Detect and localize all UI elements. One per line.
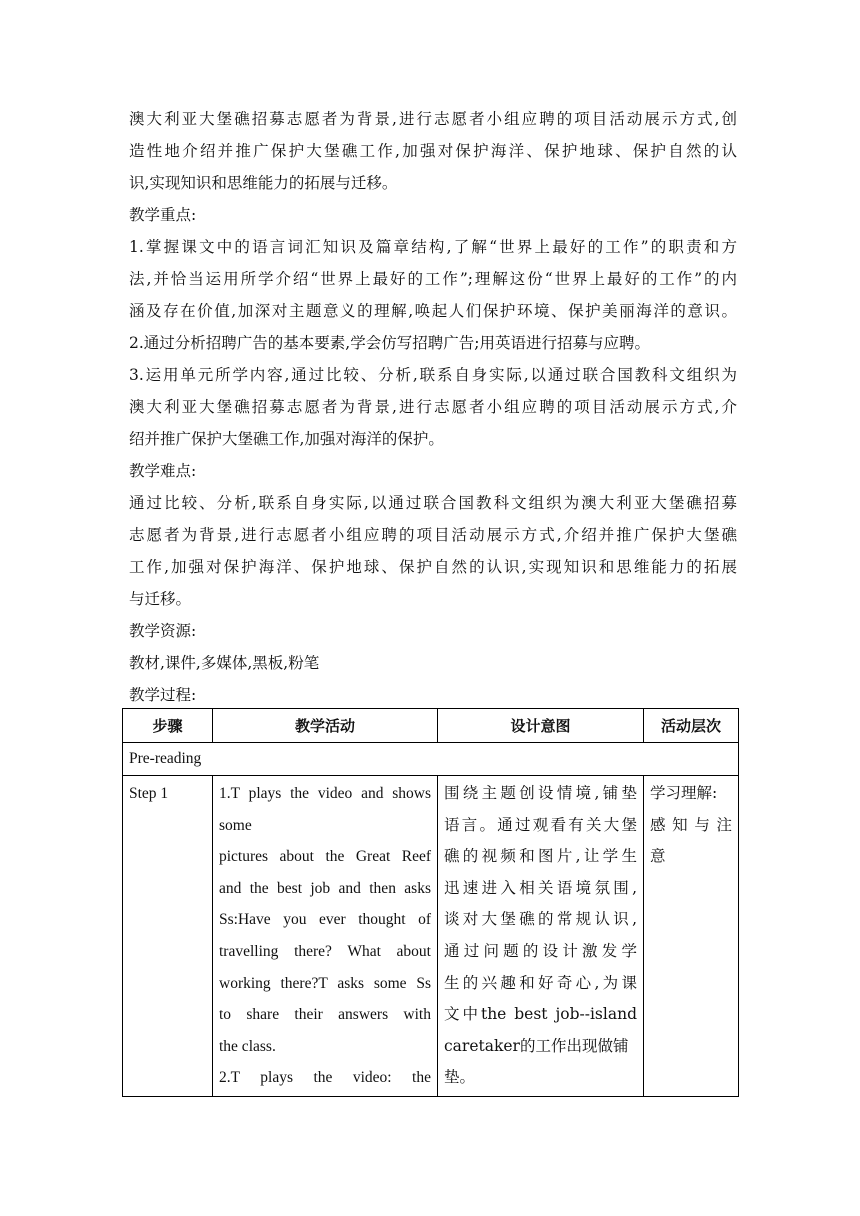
key-point-2: 2.通过分析招聘广告的基本要素,学会仿写招聘广告;用英语进行招募与应聘。 — [129, 334, 650, 352]
difficulties-line-3: 工作,加强对保护海洋、保护地球、保护自然的认识,实现知识和思维能力的拓展 — [129, 558, 737, 576]
teaching-process-table — [122, 708, 739, 1097]
intent-line: 文中the best job--island — [444, 1005, 637, 1024]
level-line: 意 — [650, 847, 666, 866]
difficulties-line-4: 与迁移。 — [129, 590, 192, 608]
intent-cell — [438, 776, 644, 1097]
intent-line: 围绕主题创设情境,铺垫 — [444, 784, 637, 802]
intent-line: 生的兴趣和好奇心,为课 — [444, 973, 637, 992]
intent-line: 语言。通过观看有关大堡 — [444, 815, 637, 834]
intent-line: 谈对大堡礁的常规认识, — [444, 910, 637, 929]
level-line: 感知与注 — [650, 815, 732, 834]
intro-line-3: 识,实现知识和思维能力的拓展与迁移。 — [129, 174, 398, 192]
level-line: 学习理解: — [650, 784, 718, 802]
activity-line: and the best job and then asks — [219, 879, 431, 897]
table-header-row — [123, 709, 739, 743]
key-point-3-line-3: 绍并推广保护大堡礁工作,加强对海洋的保护。 — [129, 430, 444, 448]
intent-line: 垫。 — [444, 1068, 476, 1087]
difficulties-heading: 教学难点: — [129, 462, 197, 480]
activity-line: travelling there? What about — [219, 942, 431, 960]
activity-line: 2.T plays the video: the — [219, 1069, 431, 1087]
activity-line: the class. — [219, 1037, 276, 1055]
header-intent: 设计意图 — [438, 709, 644, 743]
level-cell — [644, 776, 739, 1097]
activity-line: pictures about the Great Reef — [219, 848, 431, 866]
key-point-3-line-1: 3.运用单元所学内容,通过比较、分析,联系自身实际,以通过联合国教科文组织为 — [129, 366, 737, 384]
step-cell: Step 1 — [123, 776, 213, 1097]
header-step: 步骤 — [123, 709, 213, 743]
section-label: Pre-reading — [123, 743, 739, 776]
header-level: 活动层次 — [644, 709, 739, 743]
key-point-1-line-3: 涵及存在价值,加深对主题意义的理解,唤起人们保护环境、保护美丽海洋的意识。 — [129, 302, 737, 320]
intent-line: 迅速进入相关语境氛围, — [444, 878, 637, 897]
header-activity: 教学活动 — [213, 709, 438, 743]
resources-text: 教材,课件,多媒体,黑板,粉笔 — [129, 654, 320, 672]
resources-heading: 教学资源: — [129, 622, 197, 640]
intent-line: 礁的视频和图片,让学生 — [444, 847, 637, 866]
table-row — [123, 776, 739, 1097]
intent-line: 通过问题的设计激发学 — [444, 941, 637, 960]
difficulties-line-1: 通过比较、分析,联系自身实际,以通过联合国教科文组织为澳大利亚大堡礁招募 — [129, 494, 737, 512]
activity-line: Ss:Have you ever thought of — [219, 911, 431, 929]
intro-line-2: 造性地介绍并推广保护大堡礁工作,加强对保护海洋、保护地球、保护自然的认 — [129, 142, 737, 160]
activity-line: 1.T plays the video and shows — [219, 785, 431, 802]
activity-line: working there?T asks some Ss — [219, 974, 431, 992]
process-heading: 教学过程: — [129, 686, 197, 704]
intro-line-1: 澳大利亚大堡礁招募志愿者为背景,进行志愿者小组应聘的项目活动展示方式,创 — [129, 110, 737, 128]
section-row — [123, 743, 739, 776]
difficulties-line-2: 志愿者为背景,进行志愿者小组应聘的项目活动展示方式,介绍并推广保护大堡礁 — [129, 526, 737, 544]
key-point-1-line-2: 法,并恰当运用所学介绍“世界上最好的工作”;理解这份“世界上最好的工作”的内 — [129, 270, 737, 288]
intent-line: caretaker的工作出现做铺 — [444, 1036, 629, 1055]
document-body — [129, 103, 737, 711]
activity-cell — [213, 776, 438, 1097]
activity-line: to share their answers with — [219, 1006, 431, 1024]
key-points-heading: 教学重点: — [129, 206, 197, 224]
key-point-1-line-1: 1.掌握课文中的语言词汇知识及篇章结构,了解“世界上最好的工作”的职责和方 — [129, 238, 737, 256]
activity-line: some — [219, 816, 252, 834]
key-point-3-line-2: 澳大利亚大堡礁招募志愿者为背景,进行志愿者小组应聘的项目活动展示方式,介 — [129, 398, 737, 416]
